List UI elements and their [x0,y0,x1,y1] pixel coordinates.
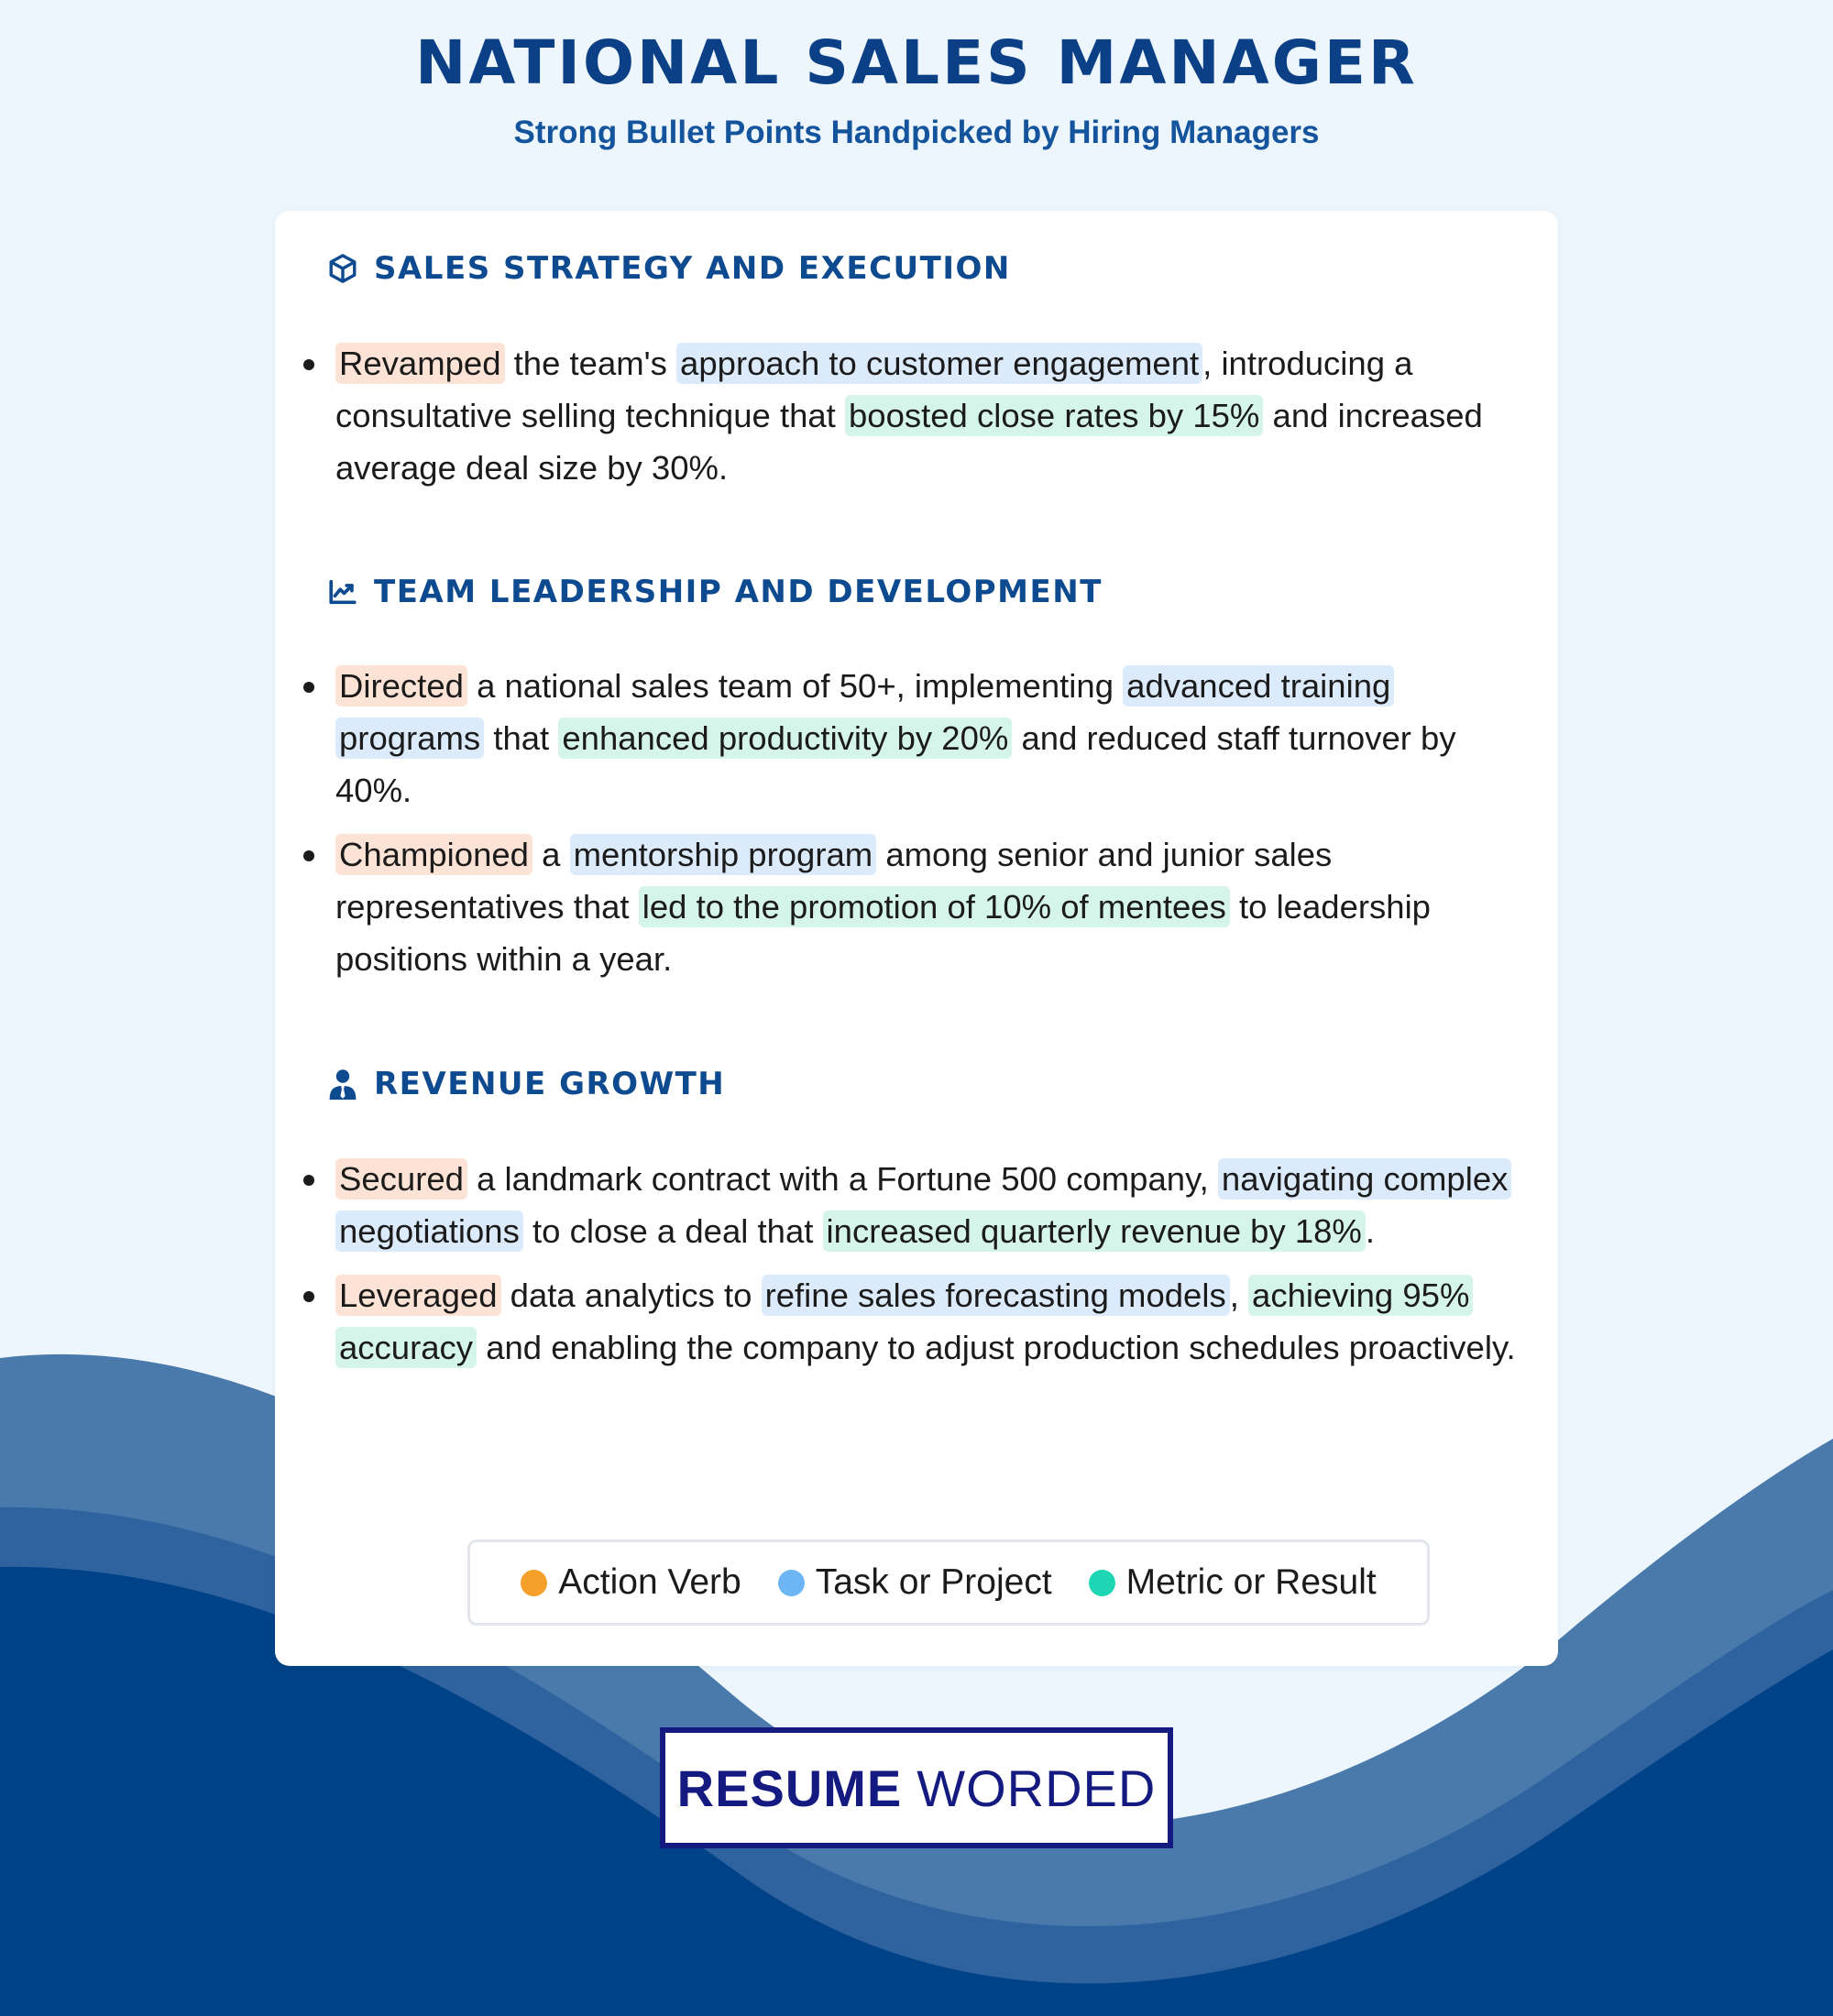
legend-item-task-or-project [778,1562,1052,1603]
metric-highlight: boosted close rates by 15% [845,395,1263,436]
user-tie-icon [326,1068,359,1101]
section-header [326,574,1103,610]
bullet-text: to close a deal that [522,1212,823,1250]
bullet-item [275,828,1558,985]
section-title: REVENUE GROWTH [374,1066,726,1102]
bullet-text: , [1229,1276,1249,1314]
section-title: TEAM LEADERSHIP AND DEVELOPMENT [374,574,1103,610]
section-title: SALES STRATEGY AND EXECUTION [374,250,1011,287]
bullet-text: . [1365,1212,1376,1250]
bullet-item [275,660,1558,816]
bullet-list [275,660,1558,997]
metric-highlight: achieving 95% accuracy [335,1275,1473,1368]
metric-highlight: enhanced productivity by 20% [558,718,1012,759]
bullet-text: and reduced staff turnover by 40%. [335,719,1456,809]
section-header [326,1066,725,1102]
highlight-legend [467,1539,1430,1626]
bullet-text: and increased average deal size by 30%. [335,397,1483,487]
bullet-text: , introducing a consultative selling technique that [335,345,1413,434]
bullet-text: the team's [504,345,677,382]
bullet-text: a landmark contract with a Fortune 500 company, [466,1160,1218,1198]
action-verb-highlight: Championed [335,834,532,875]
page-subtitle: Strong Bullet Points Handpicked by Hiring Managers [513,115,1320,150]
bullet-list [275,337,1558,506]
legend-label: Task or Project [815,1562,1052,1602]
bullet-text: a [532,836,570,873]
legend-label: Action Verb [558,1562,741,1602]
task-highlight: navigating complex negotiations [335,1158,1511,1252]
page-title: NATIONAL SALES MANAGER [415,27,1418,98]
bullet-points-card [275,211,1558,1666]
action-verb-highlight: Leveraged [335,1275,501,1316]
action-verb-highlight: Secured [335,1158,467,1200]
legend-dot [1089,1570,1115,1596]
logo-light-text: WORDED [916,1759,1157,1817]
legend-dot [521,1570,547,1596]
page-header [0,27,1833,151]
legend-dot [778,1570,805,1596]
metric-highlight: led to the promotion of 10% of mentees [639,886,1230,927]
bullet-text: among senior and junior sales representatives that [335,836,1333,926]
action-verb-highlight: Directed [335,665,467,707]
section-header [326,250,1011,287]
legend-label: Metric or Result [1125,1562,1377,1602]
bullet-text: data analytics to [500,1276,762,1314]
chart-line-icon [326,575,359,608]
task-highlight: mentorship program [570,834,877,875]
metric-highlight: increased quarterly revenue by 18% [823,1211,1366,1252]
bullet-list [275,1153,1558,1386]
bullet-text: to leadership positions within a year. [335,888,1431,978]
bullet-text: a national sales team of 50+, implementing [466,667,1124,705]
legend-item-metric-or-result [1089,1562,1377,1603]
action-verb-highlight: Revamped [335,343,505,384]
bullet-text: that [484,719,559,757]
task-highlight: advanced training programs [335,665,1394,759]
bullet-text: and enabling the company to adjust production schedules proactively. [477,1329,1516,1366]
task-highlight: approach to customer engagement [676,343,1202,384]
logo-bold-text: RESUME [676,1759,903,1817]
bullet-item [275,337,1558,494]
legend-item-action-verb [521,1562,741,1603]
bullet-item [275,1269,1558,1374]
cube-icon [326,252,359,285]
task-highlight: refine sales forecasting models [762,1275,1230,1316]
bullet-item [275,1153,1558,1257]
resume-worded-logo[interactable] [660,1727,1173,1848]
